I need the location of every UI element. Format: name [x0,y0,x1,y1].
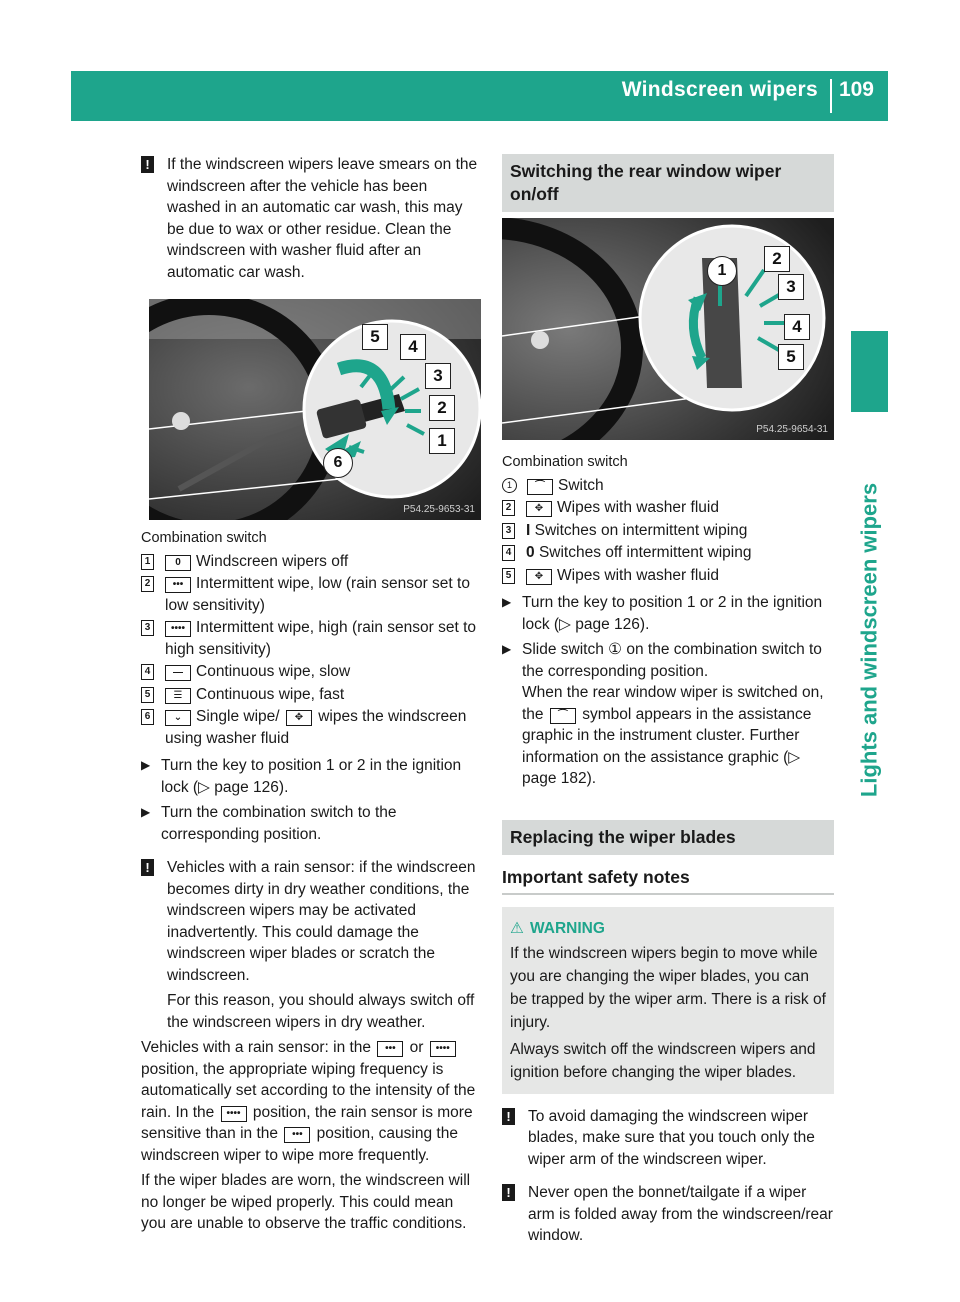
figure-code: P54.25-9653-31 [403,504,475,515]
figure-label-6: 6 [323,448,353,478]
instruction-step: ▶ Turn the combination switch to the corresponding position. [141,804,397,843]
page-header [71,71,888,121]
warning-title: WARNING [530,919,605,937]
instruction-step: ▶ Slide switch ① on the combination switch to the corresponding position. When the rear window wiper is switched on, the ⌒ symbol appears in the assistance graphic in the instrument cluster. Further information on the assistance graphic (▷ page 182). [502,641,824,787]
intermittent-high-icon: •••• [430,1041,456,1057]
single-wipe-icon: ⌄ [165,710,191,726]
figure-label-4: 4 [784,314,810,340]
note-rain-sensor: ! Vehicles with a rain sensor: if the windscreen becomes dirty in dry weather conditions, the windscreen wipers may be activated inadvertently. This could damage the windscreen wiper blades or scratch the windscreen. [141,857,481,986]
wiper-off-icon: 0 [165,555,191,571]
legend-item: 1 ⌒ Switch [502,475,834,497]
note-rain-sensor-advice: For this reason, you should always switch off the windscreen wipers in dry weather. [167,992,475,1031]
intermittent-low-icon: ••• [165,577,191,593]
intermittent-high-icon: •••• [221,1106,247,1122]
continuous-slow-icon: — [165,665,191,681]
continuous-fast-icon: ☰ [165,688,191,704]
warning-advice: Always switch off the windscreen wipers and ignition before changing the wiper blades. [510,1040,816,1081]
left-column [141,154,481,1235]
washer-fluid-icon: ✥ [526,569,552,585]
rear-wiper-switch-figure [502,218,834,440]
intermittent-low-icon: ••• [284,1127,310,1143]
legend-item: 2 ••• Intermittent wipe, low (rain sensor set to low sensitivity) [141,573,481,616]
figure-label-1: 1 [707,256,737,286]
legend-item: 3 •••• Intermittent wipe, high (rain sensor set to high sensitivity) [141,617,481,660]
caution-icon: ! [141,156,154,173]
figure-label-3: 3 [778,274,804,300]
combination-switch-figure [149,299,481,520]
legend-item: 2 ✥ Wipes with washer fluid [502,497,834,519]
legend-list [502,475,834,587]
intermittent-low-icon: ••• [377,1041,403,1057]
rear-wiper-icon: ⌒ [550,708,576,724]
figure-label-5: 5 [778,344,804,370]
warning-text: If the windscreen wipers begin to move while you are changing the wiper blades, you can be trapped by the wiper arm. There is a risk of injury. [510,944,826,1031]
legend-item: 6 ⌄ Single wipe/ ✥ wipes the windscreen using washer fluid [141,706,481,749]
page-number: 109 [838,78,874,101]
figure-label-5: 5 [362,324,388,350]
warning-box [502,907,834,1094]
figure-label-1: 1 [429,428,455,454]
legend-item: 4 0 Switches off intermittent wiping [502,542,834,564]
instruction-step: ▶ Turn the key to position 1 or 2 in the ignition lock (▷ page 126). [141,757,462,796]
figure-caption: Combination switch [502,454,628,470]
figure-label-3: 3 [425,363,451,389]
legend-item: 4 — Continuous wipe, slow [141,661,481,683]
legend-item: 1 0 Windscreen wipers off [141,551,481,573]
chapter-tab [851,331,888,412]
note-smears: ! If the windscreen wipers leave smears on the windscreen after the vehicle has been washed in an automatic car wash, this may be due to wax or other residue. Clean the windscreen with washer fluid after an automatic car wash. [141,154,481,283]
caution-icon: ! [141,859,154,876]
washer-fluid-icon: ✥ [526,501,552,517]
page-title: Windscreen wipers [621,78,818,101]
header-divider [830,79,832,113]
section-heading-replacing-blades: Replacing the wiper blades [502,820,834,855]
worn-blades-paragraph: If the wiper blades are worn, the windscreen will no longer be wiped properly. This could mean you are unable to observe the traffic conditions. [141,1172,471,1232]
legend-item: 3 I Switches on intermittent wiping [502,520,834,542]
legend-list [141,551,481,750]
legend-item: 5 ☰ Continuous wipe, fast [141,684,481,706]
figure-code: P54.25-9654-31 [756,424,828,435]
rear-wiper-icon: ⌒ [527,479,553,495]
step-arrow-icon: ▶ [141,758,151,772]
intermittent-high-icon: •••• [165,621,191,637]
warning-triangle-icon: ⚠ [510,919,524,937]
figure-label-2: 2 [764,246,790,272]
rain-sensor-paragraph: Vehicles with a rain sensor: in the ••• or •••• position, the appropriate wiping frequency is automatically set according to the intensity of the rain. In the •••• position, the rain sensor is more sensitive than in the ••• position, causing the windscreen wiper to wipe more frequently. [141,1039,476,1164]
step-arrow-icon: ▶ [502,595,512,609]
subheading-safety-notes: Important safety notes [502,865,834,895]
legend-item: 5 ✥ Wipes with washer fluid [502,565,834,587]
caution-icon: ! [502,1108,515,1125]
instruction-step: ▶ Turn the key to position 1 or 2 in the ignition lock (▷ page 126). [502,594,823,633]
caution-icon: ! [502,1184,515,1201]
right-column [502,154,834,1247]
section-heading-rear-wiper: Switching the rear window wiper on/off [502,154,834,212]
figure-label-2: 2 [429,395,455,421]
figure-label-4: 4 [400,334,426,360]
figure-caption: Combination switch [141,530,267,546]
note-wiper-damage: ! To avoid damaging the windscreen wiper blades, make sure that you touch only the wiper arm of the windscreen wiper. [502,1106,834,1171]
washer-fluid-icon: ✥ [286,710,312,726]
note-bonnet: ! Never open the bonnet/tailgate if a wiper arm is folded away from the windscreen/rear window. [502,1182,834,1247]
step-arrow-icon: ▶ [141,805,151,819]
step-arrow-icon: ▶ [502,642,512,656]
